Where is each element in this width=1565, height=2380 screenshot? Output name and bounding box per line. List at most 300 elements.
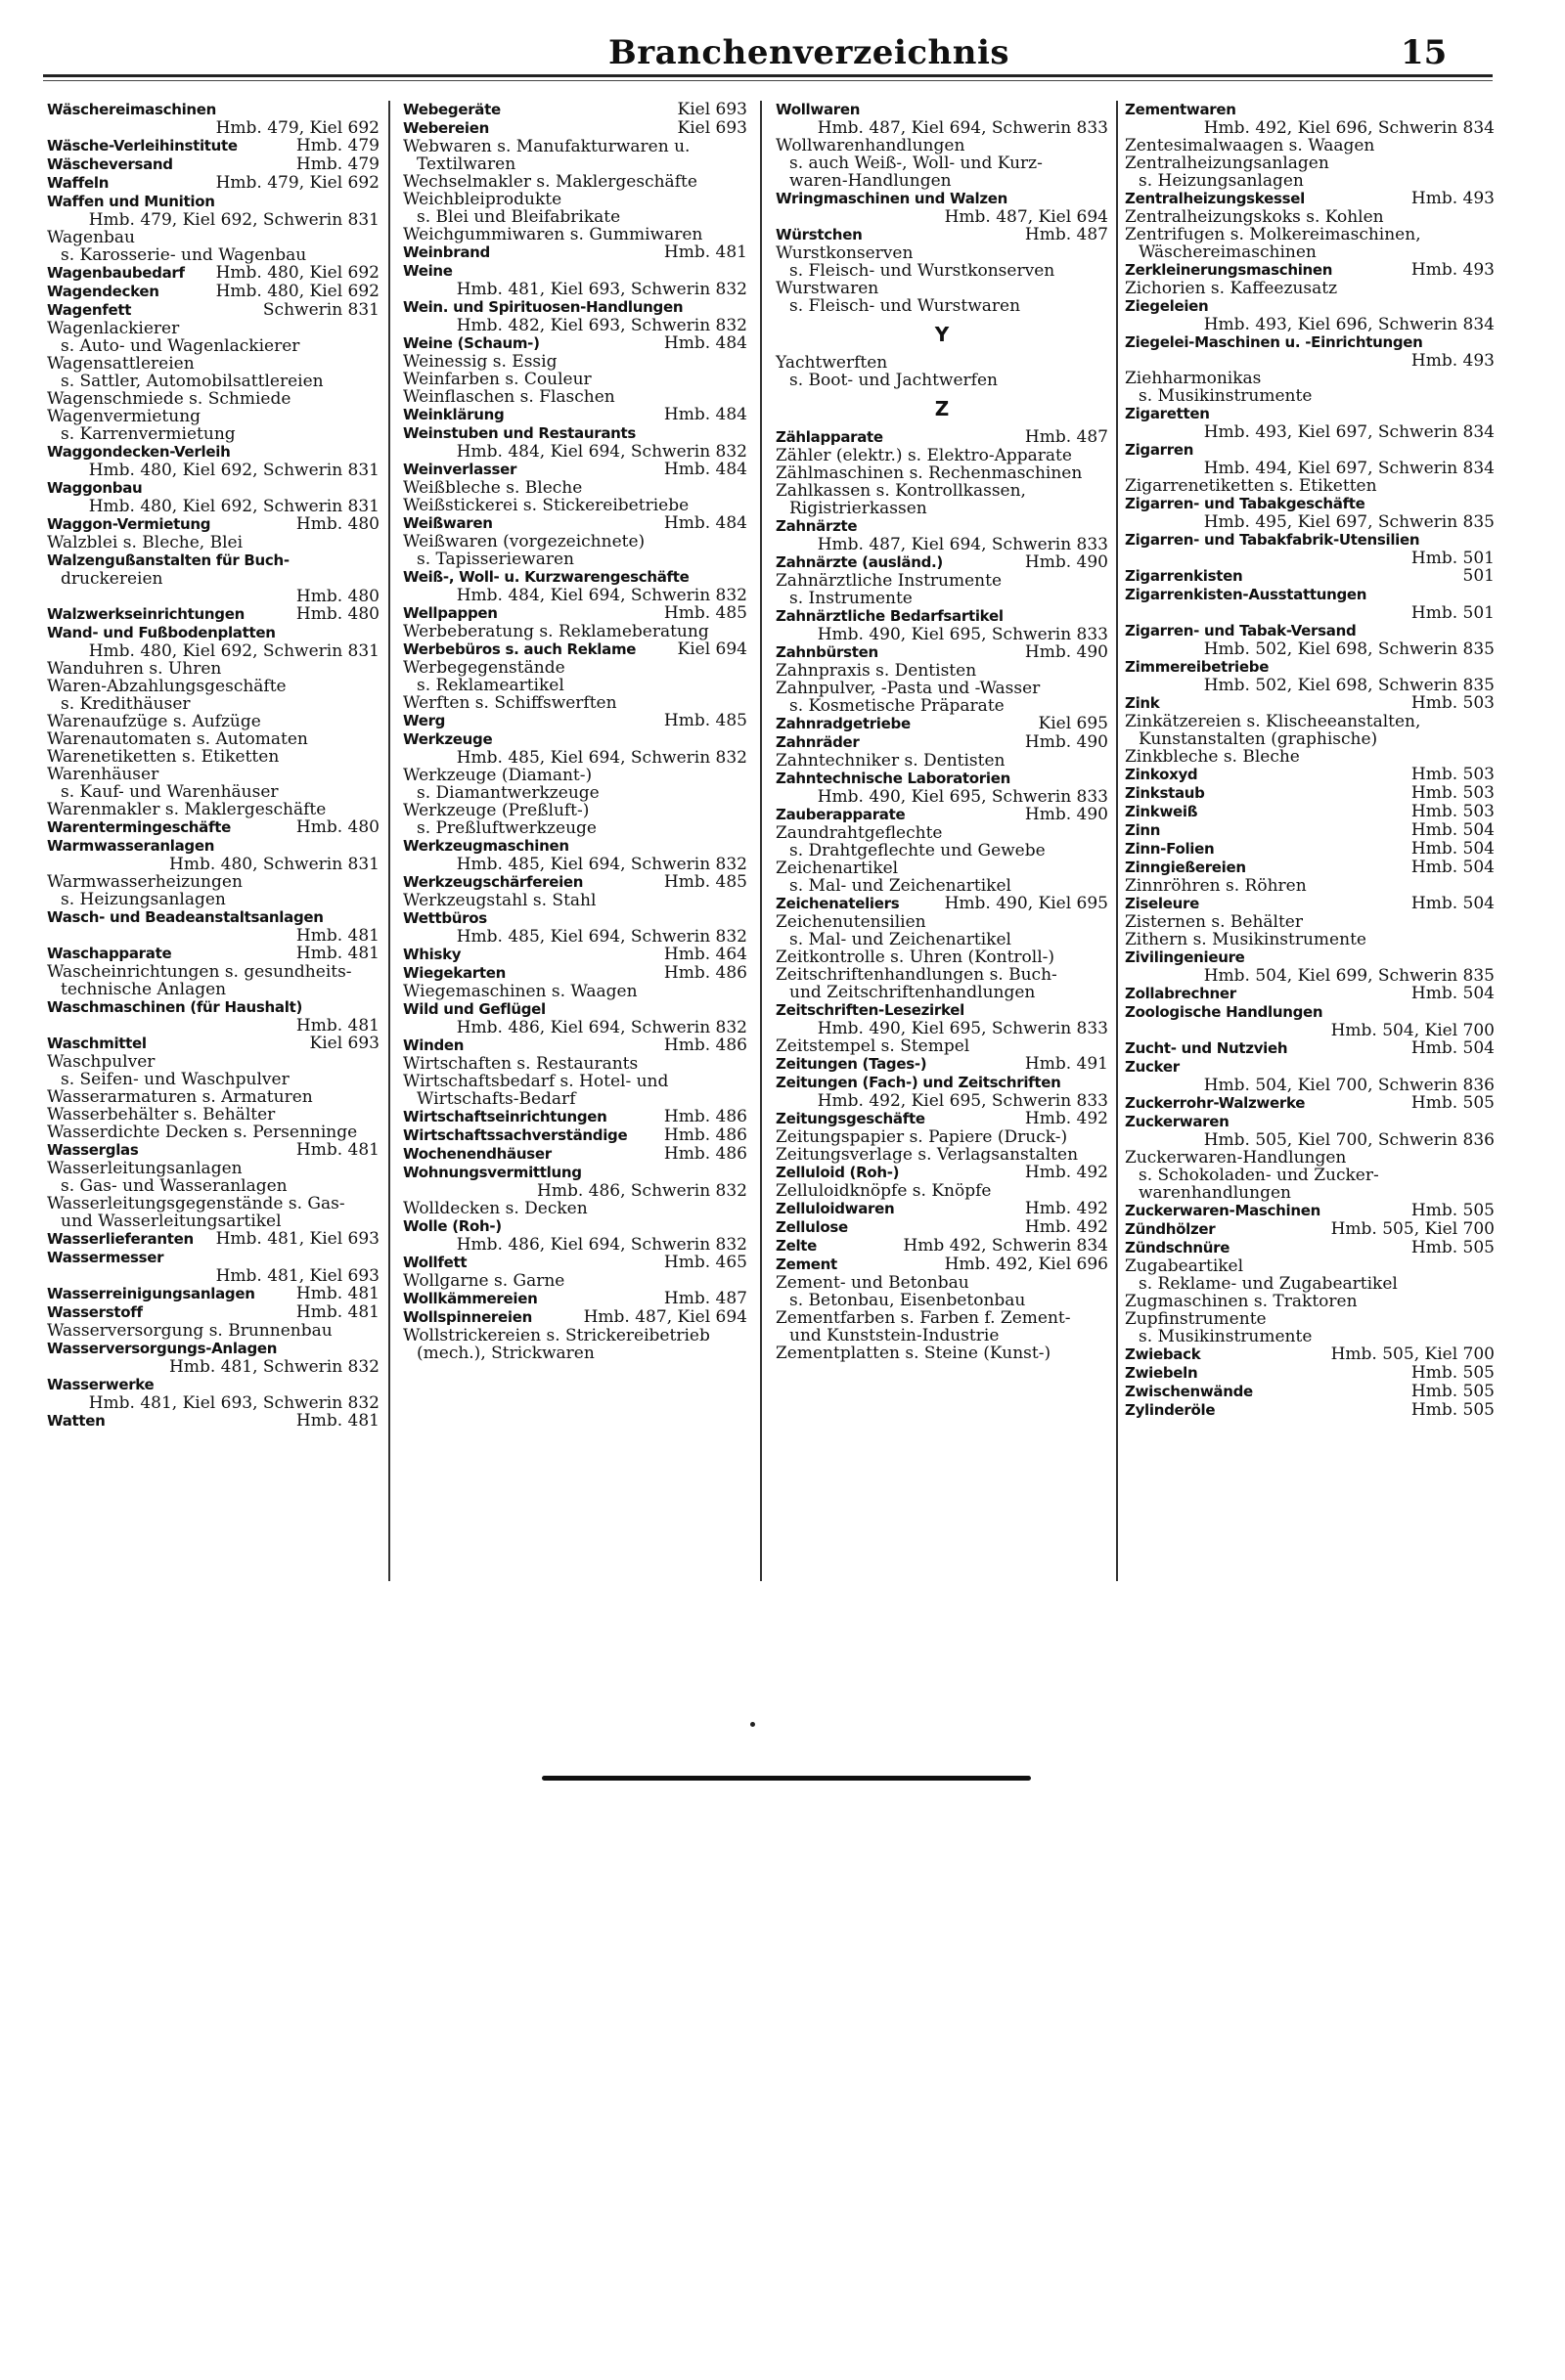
entry-line: s. Blei und Bleifabrikate [417,207,621,227]
entry-heading: Zwieback [1125,1345,1201,1363]
entry-line: Zahnärztliche Instrumente [776,571,1003,591]
directory-entry [403,101,747,119]
directory-entry [1125,190,1495,261]
directory-entry [776,1218,1108,1237]
column-divider [760,101,762,1581]
entry-heading: Zahnärzte [776,517,858,535]
entry-heading: Wasserglas [47,1141,139,1159]
entry-heading-line [1125,622,1495,640]
directory-entry [1125,1364,1495,1383]
entry-heading-line [47,515,380,534]
entry-heading: Waffeln [47,174,110,192]
entry-line: s. Karrenvermietung [61,424,236,444]
entry-reference: Hmb. 484 [663,460,747,479]
directory-entry [403,712,747,730]
entry-heading: Zigarren- und Tabakgeschäfte [1125,495,1365,512]
entry-heading: Zucht- und Nutzvieh [1125,1039,1288,1057]
entry-reference: Hmb. 503 [1410,765,1495,784]
directory-entry [776,553,1108,607]
entry-heading: Wagenbaubedarf [47,264,185,282]
entry-line: Webwaren s. Manufakturwaren u. [403,137,691,156]
entry-heading-line [47,945,380,963]
entry-heading-line [403,1036,747,1055]
entry-heading-line [1125,1202,1495,1220]
entry-reference: Hmb. 504 [1410,820,1495,840]
entry-heading-line [403,101,747,119]
entry-line: Zinnröhren s. Röhren [1125,876,1307,896]
entry-line: s. Mal- und Zeichenartikel [789,930,1011,949]
directory-entry [403,640,747,712]
entry-line: Wasserleitungsgegenstände s. Gas- [47,1194,345,1213]
entry-heading: Ziegeleien [1125,297,1209,315]
entry-heading-line [776,1218,1108,1237]
entry-heading: Waggondecken-Verleih [47,443,231,461]
entry-heading-line [1125,531,1495,550]
entry-line: Wagenbau [47,228,135,247]
directory-entry [47,515,380,551]
entry-heading-line [1125,101,1495,119]
entry-heading: Warmwasseranlagen [47,837,215,855]
directory-entry [47,1285,380,1303]
directory-entry [1125,784,1495,803]
entry-line: Zichorien s. Kaffeezusatz [1125,279,1338,298]
entry-reference: Hmb. 481, Kiel 693, Schwerin 832 [456,280,747,299]
directory-entry [1125,1058,1495,1094]
entry-reference: Hmb. 491 [1024,1054,1108,1074]
entry-reference: Hmb. 486 [663,1125,747,1145]
directory-entry [403,604,747,640]
entry-line: Wirtschaften s. Restaurants [403,1054,639,1074]
entry-heading: Zündschnüre [1125,1239,1230,1256]
directory-entry [47,908,380,945]
entry-line: Yachtwerften [776,353,888,373]
entry-line: Kunstanstalten (graphische) [1139,729,1378,749]
entry-heading: Wirtschaftssachverständige [403,1126,628,1144]
entry-line: Werbeberatung s. Reklameberatung [403,622,709,641]
directory-entry [776,1237,1108,1256]
entry-line: Wäschereimaschinen [1139,242,1317,262]
entry-reference: Hmb. 505, Kiel 700 [1330,1344,1495,1364]
entry-heading: Zeitungen (Tages-) [776,1055,927,1073]
entry-line: Zelluloidknöpfe s. Knöpfe [776,1181,992,1201]
entry-line: Zeitstempel s. Stempel [776,1036,970,1056]
entry-heading-line [403,1308,747,1327]
directory-entry [1125,531,1495,567]
entry-heading: Weine (Schaum-) [403,334,540,352]
directory-entry [1125,1113,1495,1202]
entry-reference: Hmb. 505 [1410,1201,1495,1220]
entry-heading: Wagenfett [47,301,132,319]
entry-reference: Hmb. 480 [295,587,380,606]
entry-heading-line [1125,297,1495,316]
entry-heading: Wäsche-Verleihinstitute [47,137,238,154]
entry-heading-line [1125,1239,1495,1257]
directory-entry [1125,1239,1495,1345]
entry-reference: Hmb. 504 [1410,839,1495,859]
section-letter: Z [934,397,950,420]
entry-line: Zementfarben s. Farben f. Zement- [776,1308,1071,1328]
entry-heading: Walzwerkseinrichtungen [47,605,245,623]
directory-entry [776,1110,1108,1164]
directory-entry [776,190,1108,226]
directory-entry [776,770,1108,806]
directory-entry [47,137,380,155]
directory-entry [1125,840,1495,859]
entry-heading: Zigarrenkisten [1125,567,1243,585]
entry-line: s. Heizungsanlagen [61,890,226,909]
directory-entry [1125,1220,1495,1239]
entry-reference: Hmb. 501 [1410,603,1495,623]
directory-entry [47,1035,380,1141]
entry-heading-line [403,461,747,479]
entry-reference: Hmb. 480, Schwerin 831 [169,855,380,874]
entry-reference: Hmb. 504 [1410,894,1495,913]
entry-heading: Zivilingenieure [1125,948,1245,966]
directory-entry [1125,101,1495,190]
entry-reference: Hmb. 480, Kiel 692, Schwerin 831 [88,641,380,661]
directory-entry [403,1290,747,1308]
entry-heading-line [776,1237,1108,1256]
entry-line: druckereien [61,569,163,589]
entry-heading: Zellulose [776,1218,848,1236]
entry-line: Zahntechniker s. Dentisten [776,751,1006,771]
entry-reference: Hmb. 481 [295,944,380,963]
directory-entry [776,226,1108,315]
directory-entry [403,334,747,406]
entry-heading: Wirtschaftseinrichtungen [403,1108,607,1125]
entry-heading-line [1125,495,1495,513]
entry-heading-line [1125,1039,1495,1058]
entry-heading-line [1125,190,1495,208]
entry-heading-line [776,1074,1108,1092]
entry-heading: Wiegekarten [403,964,506,982]
entry-line: Zisternen s. Behälter [1125,912,1303,932]
entry-heading: Wasserreinigungsanlagen [47,1285,255,1302]
entry-reference: Hmb. 505, Kiel 700, Schwerin 836 [1203,1130,1495,1150]
directory-entry [403,1164,747,1217]
entry-reference: Hmb. 492, Kiel 696 [944,1255,1108,1274]
entry-heading-line [47,605,380,624]
entry-heading-line [47,1249,380,1267]
entry-heading-line [47,1285,380,1303]
directory-entry [403,1036,747,1108]
footer-rule [542,1776,1031,1781]
entry-line: Zeitungsverlage s. Verlagsanstalten [776,1145,1079,1165]
entry-line: Weißstickerei s. Stickereibetriebe [403,496,690,515]
entry-heading: Zinn [1125,821,1161,839]
entry-line: Zentralheizungskoks s. Kohlen [1125,207,1384,227]
entry-heading: Wollwaren [776,101,861,118]
entry-heading: Zigarren [1125,441,1194,459]
entry-heading: Wein. und Spirituosen-Handlungen [403,298,684,316]
directory-entry [403,837,747,873]
entry-line: Zahnpraxis s. Dentisten [776,661,977,681]
entry-heading-line [776,1055,1108,1074]
entry-heading-line [47,551,380,570]
directory-entry [47,155,380,174]
entry-reference: Hmb. 486, Kiel 694, Schwerin 832 [456,1018,747,1037]
directory-entry [47,1376,380,1412]
entry-heading-line [1125,261,1495,280]
entry-heading: Zeitungen (Fach-) und Zeitschriften [776,1074,1061,1091]
entry-reference: Hmb. 485 [663,603,747,623]
directory-entry [403,946,747,964]
entry-line: s. Seifen- und Waschpulver [61,1070,290,1089]
entry-reference: Hmb. 479 [295,154,380,174]
directory-entry [403,730,747,837]
directory-entry [403,873,747,909]
directory-entry [47,605,380,624]
entry-heading-line [403,1217,747,1236]
directory-entry [47,837,380,908]
entry-reference: Hmb. 485, Kiel 694, Schwerin 832 [456,748,747,768]
entry-line: Zeitungspapier s. Papiere (Druck-) [776,1127,1068,1147]
entry-heading-line [1125,1003,1495,1022]
entry-reference: Kiel 693 [309,1034,380,1053]
entry-heading-line [776,190,1108,208]
directory-entry [776,1200,1108,1218]
directory-entry [403,119,747,243]
entry-line: Zeitschriftenhandlungen s. Buch- [776,965,1057,985]
entry-line: s. Kredithäuser [61,694,191,714]
entry-line: Zuckerwaren-Handlungen [1125,1148,1347,1168]
entry-heading-line [776,1256,1108,1274]
entry-heading-line [1125,1094,1495,1113]
entry-heading: Zink [1125,694,1160,712]
directory-entry [776,428,1108,517]
entry-heading-line [1125,586,1495,604]
entry-heading-line [1125,1383,1495,1401]
entry-reference: Hmb. 493 [1410,189,1495,208]
entry-reference: Hmb. 492, Kiel 696, Schwerin 834 [1203,118,1495,138]
entry-line: s. Gas- und Wasseranlagen [61,1176,288,1196]
entry-heading: Werbebüros s. auch Reklame [403,640,637,658]
directory-entry [47,264,380,283]
entry-reference: Hmb. 490, Kiel 695, Schwerin 833 [817,625,1108,644]
directory-entry [1125,821,1495,840]
entry-line: Wascheinrichtungen s. gesundheits- [47,962,352,982]
entry-heading: Whisky [403,946,462,963]
entry-heading: Wolle (Roh-) [403,1217,502,1235]
header-rule [43,74,1493,77]
entry-heading: Zuckerrohr-Walzwerke [1125,1094,1306,1112]
column-divider [388,101,390,1581]
entry-heading: Zucker [1125,1058,1180,1076]
entry-reference: Hmb. 479 [295,136,380,155]
entry-heading-line [1125,405,1495,423]
entry-heading: Zelluloid (Roh-) [776,1164,900,1181]
entry-heading-line [403,640,747,659]
entry-line: Zinkbleche s. Bleche [1125,747,1300,767]
entry-heading-line [47,479,380,498]
entry-heading-line [1125,985,1495,1003]
entry-heading: Ziegelei-Maschinen u. -Einrichtungen [1125,333,1423,351]
entry-reference: Hmb. 504, Kiel 699, Schwerin 835 [1203,966,1495,986]
directory-entry [403,514,747,568]
entry-heading: Zahnärzte (ausländ.) [776,553,943,571]
entry-reference: Hmb. 501 [1410,549,1495,568]
directory-entry [1125,803,1495,821]
entry-reference: Hmb. 493 [1410,351,1495,371]
directory-entry [47,1141,380,1230]
entry-reference: Hmb. 495, Kiel 697, Schwerin 835 [1203,512,1495,532]
entry-line: s. Fleisch- und Wurstkonserven [789,261,1055,281]
entry-heading-line [1125,1058,1495,1077]
entry-heading: Weinklärung [403,406,505,423]
entry-line: Zahnpulver, -Pasta und -Wasser [776,679,1041,698]
entry-heading-line [47,1141,380,1160]
entry-heading: Waschapparate [47,945,172,962]
entry-reference: Kiel 695 [1038,714,1108,733]
entry-line: Wollwarenhandlungen [776,136,965,155]
directory-entry [47,1303,380,1340]
entry-heading: Wasserwerke [47,1376,155,1393]
directory-entry [403,1254,747,1290]
entry-reference: Hmb. 485, Kiel 694, Schwerin 832 [456,855,747,874]
entry-line: Weinessig s. Essig [403,352,558,372]
entry-heading-line [403,334,747,353]
entry-heading: Werg [403,712,446,729]
entry-line: Zupfinstrumente [1125,1309,1267,1329]
entry-line: s. Karosserie- und Wagenbau [61,245,307,265]
entry-heading-line [403,964,747,983]
entry-line: s. Tapisseriewaren [417,550,574,569]
entry-heading-line [1125,821,1495,840]
entry-heading: Wollkämmereien [403,1290,538,1307]
entry-heading-line [1125,784,1495,803]
entry-heading: Zwischenwände [1125,1383,1253,1400]
entry-reference: Hmb. 503 [1410,802,1495,821]
entry-heading: Zeitschriften-Lesezirkel [776,1001,964,1019]
entry-line: Warenetiketten s. Etiketten [47,747,280,767]
entry-reference: Kiel 693 [677,118,747,138]
entry-heading-line [776,1110,1108,1128]
entry-line: s. Auto- und Wagenlackierer [61,336,300,356]
entry-heading-line [403,568,747,587]
entry-line: Weinflaschen s. Flaschen [403,387,615,407]
directory-entry [47,945,380,998]
entry-heading-line [403,837,747,856]
entry-heading-line [47,137,380,155]
entry-line: Werbegegenstände [403,658,565,678]
entry-line: Zement- und Betonbau [776,1273,969,1293]
entry-heading: Weinstuben und Restaurants [403,424,637,442]
entry-heading-line [776,715,1108,733]
entry-reference: Hmb. 481, Kiel 693, Schwerin 832 [88,1393,380,1413]
directory-column [403,101,747,1362]
entry-heading: Waffen und Munition [47,193,215,210]
entry-heading-line [1125,840,1495,859]
directory-entry [47,1340,380,1376]
entry-reference: Hmb. 492 [1024,1109,1108,1128]
entry-line: s. Boot- und Jachtwerfen [789,371,998,390]
page-number: 15 [1401,33,1448,72]
entry-heading: Zollabrechner [1125,985,1236,1002]
entry-reference: Kiel 694 [677,639,747,659]
entry-heading: Wild und Geflügel [403,1000,546,1018]
directory-entry [1125,985,1495,1003]
entry-reference: Hmb. 486 [663,1107,747,1126]
entry-heading: Wäscheversand [47,155,173,173]
entry-heading: Zerkleinerungsmaschinen [1125,261,1333,279]
entry-heading: Wagendecken [47,283,159,300]
directory-entry [47,479,380,515]
entry-heading: Waggonbau [47,479,143,497]
entry-heading-line [776,607,1108,626]
entry-reference: Hmb. 484 [663,333,747,353]
entry-heading: Weiß-, Woll- u. Kurzwarengeschäfte [403,568,690,586]
entry-heading-line [776,226,1108,244]
entry-heading: Werkzeuge [403,730,493,748]
entry-line: s. Instrumente [789,589,913,608]
entry-heading-line [403,1000,747,1019]
directory-entry [47,193,380,264]
entry-line: Wasserarmaturen s. Armaturen [47,1087,313,1107]
entry-heading: Wäschereimaschinen [47,101,217,118]
entry-reference: Hmb. 479, Kiel 692 [215,118,380,138]
entry-line: Wollstrickereien s. Strickereibetrieb [403,1326,710,1345]
entry-heading-line [47,301,380,320]
directory-entry [1125,1202,1495,1220]
directory-entry [1125,694,1495,766]
directory-entry [1125,1401,1495,1420]
entry-heading: Zahntechnische Laboratorien [776,770,1010,787]
directory-entry [776,1001,1108,1055]
directory-entry [776,517,1108,553]
entry-heading-line [47,908,380,927]
entry-reference: Hmb. 492 [1024,1199,1108,1218]
entry-heading-line [403,514,747,533]
directory-entry [47,101,380,137]
entry-reference: Hmb. 487 [1024,225,1108,244]
entry-heading-line [47,101,380,119]
entry-heading-line [776,770,1108,788]
entry-reference: Hmb. 493, Kiel 696, Schwerin 834 [1203,315,1495,334]
entry-heading: Zelte [776,1237,818,1255]
entry-reference: Hmb. 484 [663,405,747,424]
entry-line: s. Fleisch- und Wurstwaren [789,296,1021,316]
page-title: Branchenverzeichnis [608,33,1010,72]
entry-heading: Zeitungsgeschäfte [776,1110,925,1127]
directory-entry [1125,495,1495,531]
directory-entry [47,301,380,443]
entry-heading-line [47,174,380,193]
directory-entry [776,389,1108,428]
entry-reference: Hmb. 486, Schwerin 832 [537,1181,747,1201]
entry-reference: Hmb. 504 [1410,984,1495,1003]
entry-heading-line [403,1290,747,1308]
column-divider [1116,101,1118,1581]
directory-entry [776,101,1108,190]
entry-heading: Waschmittel [47,1035,147,1052]
entry-reference: Hmb. 487 [1024,427,1108,447]
entry-heading: Zigarren- und Tabak-Versand [1125,622,1357,639]
directory-entry [403,406,747,424]
entry-heading-line [776,428,1108,447]
entry-heading: Zählapparate [776,428,883,446]
entry-line: Wollgarne s. Garne [403,1271,565,1291]
entry-heading: Watten [47,1412,106,1430]
entry-reference: Hmb. 484, Kiel 694, Schwerin 832 [456,586,747,605]
entry-line: s. Diamantwerkzeuge [417,783,600,803]
entry-reference: Hmb. 502, Kiel 698, Schwerin 835 [1203,639,1495,659]
entry-reference: Hmb. 490 [1024,805,1108,824]
entry-heading: Wollspinnereien [403,1308,533,1326]
entry-line: Warenautomaten s. Automaten [47,729,308,749]
entry-heading: Zuckerwaren [1125,1113,1230,1130]
entry-heading: Zelluloidwaren [776,1200,895,1217]
directory-entry [47,1230,380,1249]
